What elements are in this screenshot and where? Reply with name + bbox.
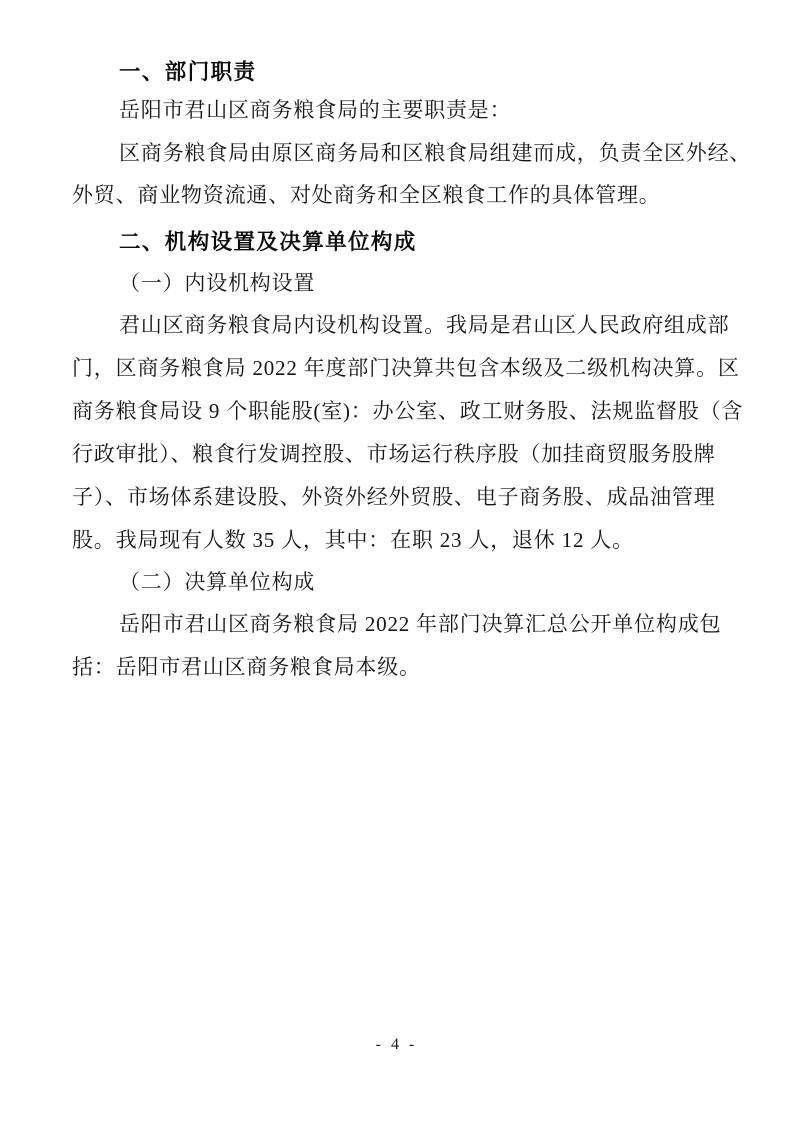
paragraph-line: 门，区商务粮食局 2022 年度部门决算共包含本级及二级机构决算。区 <box>72 356 740 380</box>
paragraph-line: 区商务粮食局由原区商务局和区粮食局组建而成，负责全区外经、 <box>119 141 752 165</box>
paragraph-line: 括：岳阳市君山区商务粮食局本级。 <box>72 655 421 679</box>
paragraph-line: 岳阳市君山区商务粮食局的主要职责是： <box>119 98 512 122</box>
paragraph-line: 君山区商务粮食局内设机构设置。我局是君山区人民政府组成部 <box>119 313 730 337</box>
subsection-2-heading: （二）决算单位构成 <box>119 570 316 594</box>
page-number: - 4 - <box>375 1036 418 1053</box>
section-2-heading: 二、机构设置及决算单位构成 <box>119 230 417 254</box>
section-1-heading: 一、部门职责 <box>119 60 257 84</box>
paragraph-line: 行政审批）、粮食行发调控股、市场运行秩序股（加挂商贸服务股牌 <box>72 442 716 466</box>
paragraph-line: 商务粮食局设 9 个职能股(室)：办公室、政工财务股、法规监督股（含 <box>72 399 744 423</box>
paragraph-line: 外贸、商业物资流通、对处商务和全区粮食工作的具体管理。 <box>72 183 661 207</box>
paragraph-line: 股。我局现有人数 35 人，其中：在职 23 人，退休 12 人。 <box>72 528 634 552</box>
paragraph-line: 子）、市场体系建设股、外资外经外贸股、电子商务股、成品油管理 <box>72 485 716 509</box>
subsection-1-heading: （一）内设机构设置 <box>119 271 316 295</box>
paragraph-line: 岳阳市君山区商务粮食局 2022 年部门决算汇总公开单位构成包 <box>119 612 722 636</box>
